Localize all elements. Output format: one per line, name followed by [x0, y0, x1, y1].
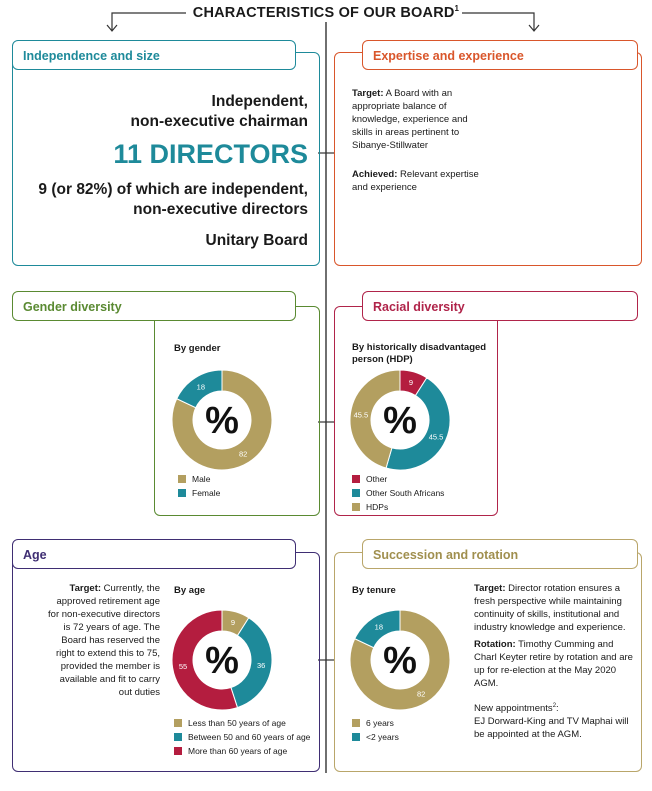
legend-label: Other [366, 474, 388, 484]
legend-item [352, 502, 444, 512]
legend-item [178, 488, 220, 498]
new-label: New appointments [474, 703, 553, 715]
succession-rotation [474, 638, 636, 690]
expertise-panel [334, 52, 642, 266]
legend-label: Male [192, 474, 211, 484]
legend-item [352, 474, 444, 484]
target-label: Target: [352, 88, 384, 99]
achieved-text: Relevant expertise and experience [352, 169, 479, 193]
legend-swatch [174, 733, 182, 741]
age-chart-title: By age [174, 585, 206, 596]
racial-chart-title: By historically disadvantaged person (HDP) [352, 342, 487, 365]
chairman-text [20, 92, 308, 132]
title-footnote: 1 [454, 4, 460, 13]
tenure-donut [348, 608, 452, 712]
legend-swatch [174, 747, 182, 755]
slice-value-label: 36 [257, 660, 266, 670]
donut-center-label: % [205, 640, 239, 682]
independence-header: Independence and size [12, 40, 296, 70]
new-footnote: 2 [552, 703, 557, 709]
slice-value-label: 45.5 [428, 432, 444, 442]
slice-value-label: 82 [238, 449, 248, 459]
gender-donut [170, 368, 274, 472]
gender-header: Gender diversity [12, 291, 296, 321]
directors-count: 11 DIRECTORS [113, 139, 308, 169]
rotation-text: Timothy Cumming and Charl Keyter retire by rotation and are up for re-election at the May 2020 AGM. [474, 639, 633, 689]
unitary-board: Unitary Board [205, 232, 308, 249]
legend-item [352, 718, 399, 728]
independent-text [20, 180, 308, 220]
legend-label: 6 years [366, 718, 394, 728]
target-text: Director rotation ensures a fresh perspective while maintaining continuity of skills, institutional and industry knowledge and experience. [474, 583, 626, 633]
legend-item [352, 488, 444, 498]
succession-target [474, 582, 636, 634]
target-text: A Board with an appropriate balance of knowledge, experience and skills in areas pertinent to Sibanye-Stillwater [352, 88, 468, 151]
succession-chart-title: By tenure [352, 585, 396, 596]
legend-swatch [352, 719, 360, 727]
slice-value-label: 9 [408, 378, 414, 388]
independent-line-2: non-executive directors [133, 201, 308, 218]
legend-swatch [352, 489, 360, 497]
legend-swatch [178, 475, 186, 483]
expertise-achieved [352, 168, 490, 194]
succession-text [474, 582, 636, 741]
slice-value-label: 18 [196, 382, 206, 392]
legend-label: Female [192, 488, 221, 498]
slice-value-label: 9 [230, 618, 236, 628]
donut-center-label: % [383, 640, 417, 682]
target-label: Target: [474, 583, 506, 594]
legend-item [174, 718, 310, 728]
achieved-label: Achieved: [352, 169, 398, 180]
legend-label: More than 60 years of age [188, 746, 288, 756]
donut-center-label: % [205, 400, 239, 442]
target-label: Target: [69, 583, 102, 594]
racial-legend [352, 474, 444, 516]
legend-swatch [174, 719, 182, 727]
slice-value-label: 45.5 [353, 410, 369, 420]
rotation-label: Rotation: [474, 639, 516, 650]
donut-center-label: % [383, 400, 417, 442]
succession-new: New appointments$^2$: EJ Dorward-King and TV Maphai will be appointed at the AGM. [474, 703, 629, 741]
expertise-header: Expertise and experience [362, 40, 638, 70]
age-header: Age [12, 539, 296, 569]
slice-value-label: 18 [374, 622, 384, 632]
gender-chart-title: By gender [174, 343, 221, 354]
legend-label: HDPs [366, 502, 389, 512]
legend-item [174, 732, 310, 742]
legend-label: Between 50 and 60 years of age [188, 732, 311, 742]
age-target [44, 582, 160, 699]
legend-swatch [178, 489, 186, 497]
independent-line-1: 9 (or 82%) of which are independent, [38, 181, 308, 198]
legend-label: <2 years [366, 732, 399, 742]
legend-item [178, 474, 220, 484]
legend-label: Less than 50 years of age [188, 718, 286, 728]
racial-donut [348, 368, 452, 472]
tenure-legend [352, 718, 399, 746]
target-text: Currently, the approved retirement age for non-executive directors is 72 years of age. The Board has reserved the right to extend this to 75, provided the member is available and fit to carry out duties [48, 583, 160, 698]
legend-label: Other South Africans [366, 488, 445, 498]
gender-legend [178, 474, 220, 502]
slice-value-label: 55 [178, 662, 188, 672]
racial-header: Racial diversity [362, 291, 638, 321]
legend-swatch [352, 503, 360, 511]
age-legend [174, 718, 310, 760]
expertise-target [352, 87, 490, 152]
age-donut [170, 608, 274, 712]
succession-header: Succession and rotation [362, 539, 638, 569]
legend-swatch [352, 733, 360, 741]
chairman-line-1: Independent, [211, 93, 308, 110]
new-text: EJ Dorward-King and TV Maphai will be appointed at the AGM. [474, 716, 629, 741]
legend-item [352, 732, 399, 742]
title-text: CHARACTERISTICS OF OUR BOARD [192, 4, 455, 21]
chairman-line-2: non-executive chairman [130, 113, 308, 130]
slice-value-label: 82 [416, 689, 426, 699]
legend-item [174, 746, 310, 756]
legend-swatch [352, 475, 360, 483]
